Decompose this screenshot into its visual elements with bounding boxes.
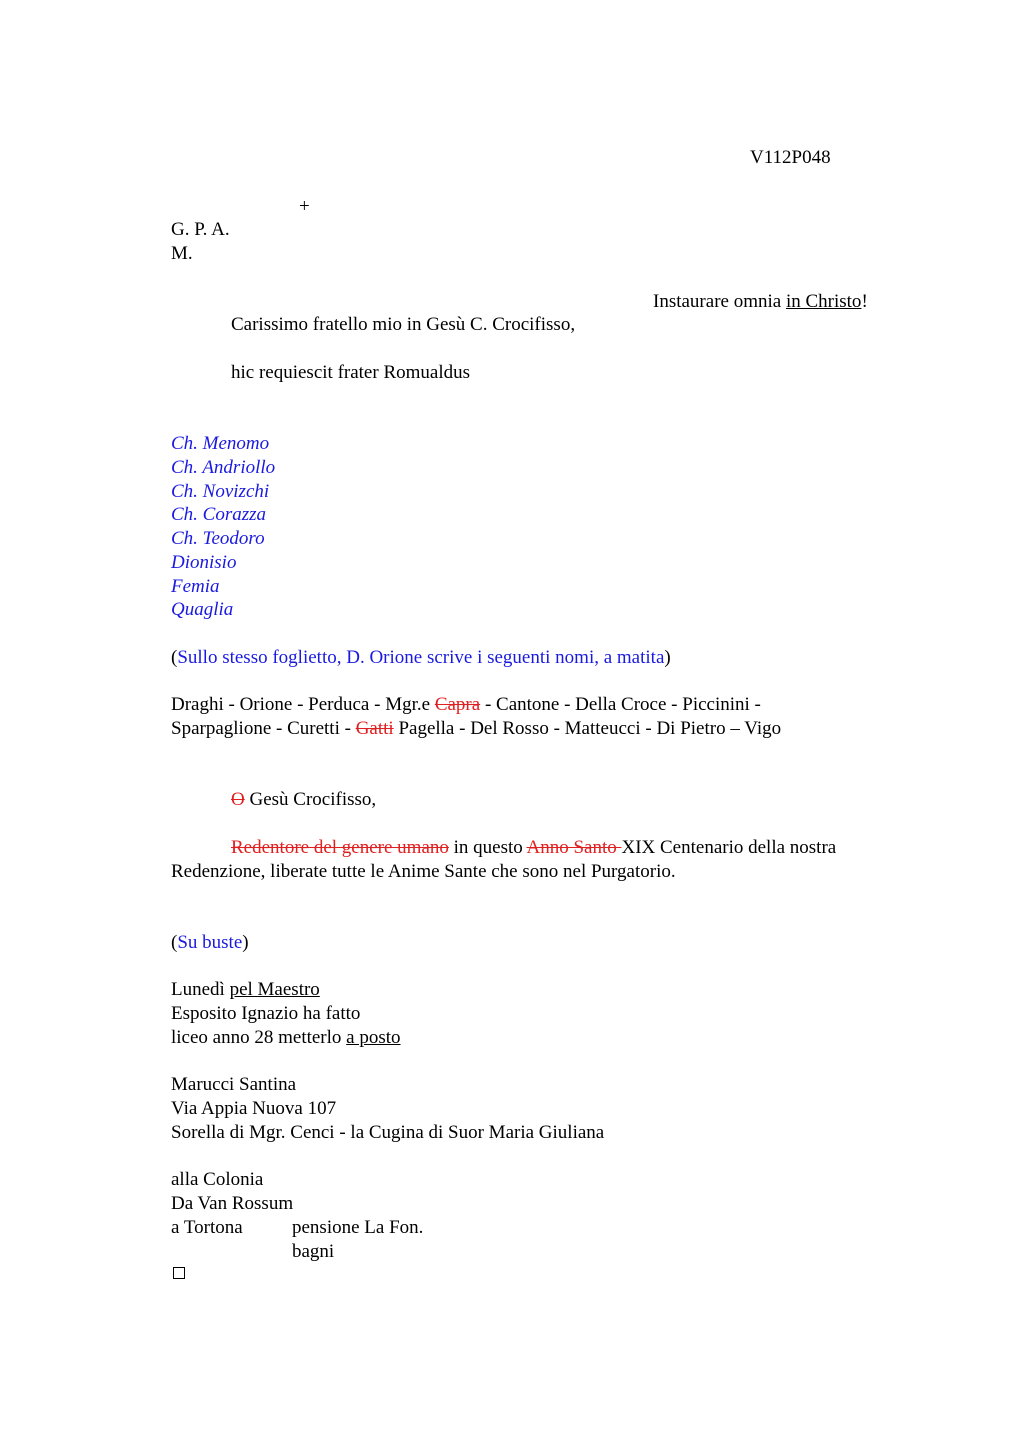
envelope-line — [171, 1026, 401, 1050]
editor-note-envelopes — [171, 931, 249, 955]
editor-note-pencil — [171, 646, 671, 670]
header-m: M. — [171, 243, 193, 264]
names-list-line-1 — [171, 693, 761, 717]
envelope-line: bagni — [292, 1241, 335, 1262]
envelope-line: Via Appia Nuova 107 — [171, 1098, 337, 1119]
names-list-line-2 — [171, 717, 781, 741]
name-item: Ch. Andriollo — [171, 457, 276, 478]
salutation: Carissimo fratello mio in Gesù C. Crocifisso, — [231, 314, 576, 335]
header-gpa: G. P. A. — [171, 219, 230, 240]
list-text: Pagella - Del Rosso - Matteucci - Di Pietro – Vigo — [393, 718, 782, 739]
name-item: Dionisio — [171, 552, 237, 573]
name-item: Ch. Corazza — [171, 504, 267, 525]
deleted-word: O — [231, 789, 245, 810]
envelope-line: Da Van Rossum — [171, 1193, 294, 1214]
envelope-line: Esposito Ignazio ha fatto — [171, 1003, 361, 1024]
prayer-line-1 — [231, 836, 836, 860]
motto-post: ! — [861, 291, 868, 312]
note-text: Sullo stesso foglietto, D. Orione scrive i seguenti nomi, a matita — [177, 647, 665, 668]
envelope-text: Lunedì — [171, 979, 230, 1000]
name-item: Femia — [171, 576, 220, 597]
prayer-title-text: Gesù Crocifisso, — [244, 789, 377, 810]
prayer-text: XIX Centenario della nostra — [621, 837, 837, 858]
name-item: Ch. Menomo — [171, 433, 270, 454]
envelope-line: alla Colonia — [171, 1169, 264, 1190]
envelope-line: pensione La Fon. — [292, 1217, 424, 1238]
list-text: Sparpaglione - Curetti - — [171, 718, 356, 739]
deleted-phrase: Redentore del genere umano — [231, 837, 449, 858]
deleted-word: Gatti — [355, 718, 394, 739]
name-item: Ch. Teodoro — [171, 528, 265, 549]
motto — [653, 290, 868, 314]
envelope-underlined: pel Maestro — [229, 979, 320, 1000]
envelope-text: liceo anno 28 metterlo — [171, 1027, 347, 1048]
name-item: Ch. Novizchi — [171, 481, 270, 502]
list-text: Draghi - Orione - Perduca - Mgr.e — [171, 694, 435, 715]
note-text: Su buste — [177, 932, 243, 953]
paren-close: ) — [664, 647, 671, 668]
paren-close: ) — [242, 932, 249, 953]
requiescit-line: hic requiescit frater Romualdus — [231, 362, 471, 383]
list-text: - Cantone - Della Croce - Piccinini - — [480, 694, 761, 715]
envelope-line: Marucci Santina — [171, 1074, 297, 1095]
document-code: V112P048 — [750, 147, 831, 168]
deleted-word: Capra — [434, 694, 481, 715]
cross-symbol: + — [299, 196, 310, 217]
prayer-line-2: Redenzione, liberate tutte le Anime Sante che sono nel Purgatorio. — [171, 861, 676, 882]
name-item: Quaglia — [171, 599, 234, 620]
paren-open: ( — [171, 647, 178, 668]
deleted-phrase: Anno Santo — [526, 837, 622, 858]
envelope-line: Sorella di Mgr. Cenci - la Cugina di Suor Maria Giuliana — [171, 1122, 605, 1143]
motto-underlined: in Christo — [785, 291, 862, 312]
envelope-line — [171, 978, 320, 1002]
square-icon — [173, 1267, 185, 1279]
checkbox-glyph — [173, 1262, 185, 1286]
envelope-line: a Tortona — [171, 1217, 243, 1238]
prayer-text: in questo — [448, 837, 527, 858]
envelope-underlined: a posto — [346, 1027, 401, 1048]
paren-open: ( — [171, 932, 178, 953]
motto-pre: Instaurare omnia — [653, 291, 786, 312]
prayer-title — [231, 788, 376, 812]
